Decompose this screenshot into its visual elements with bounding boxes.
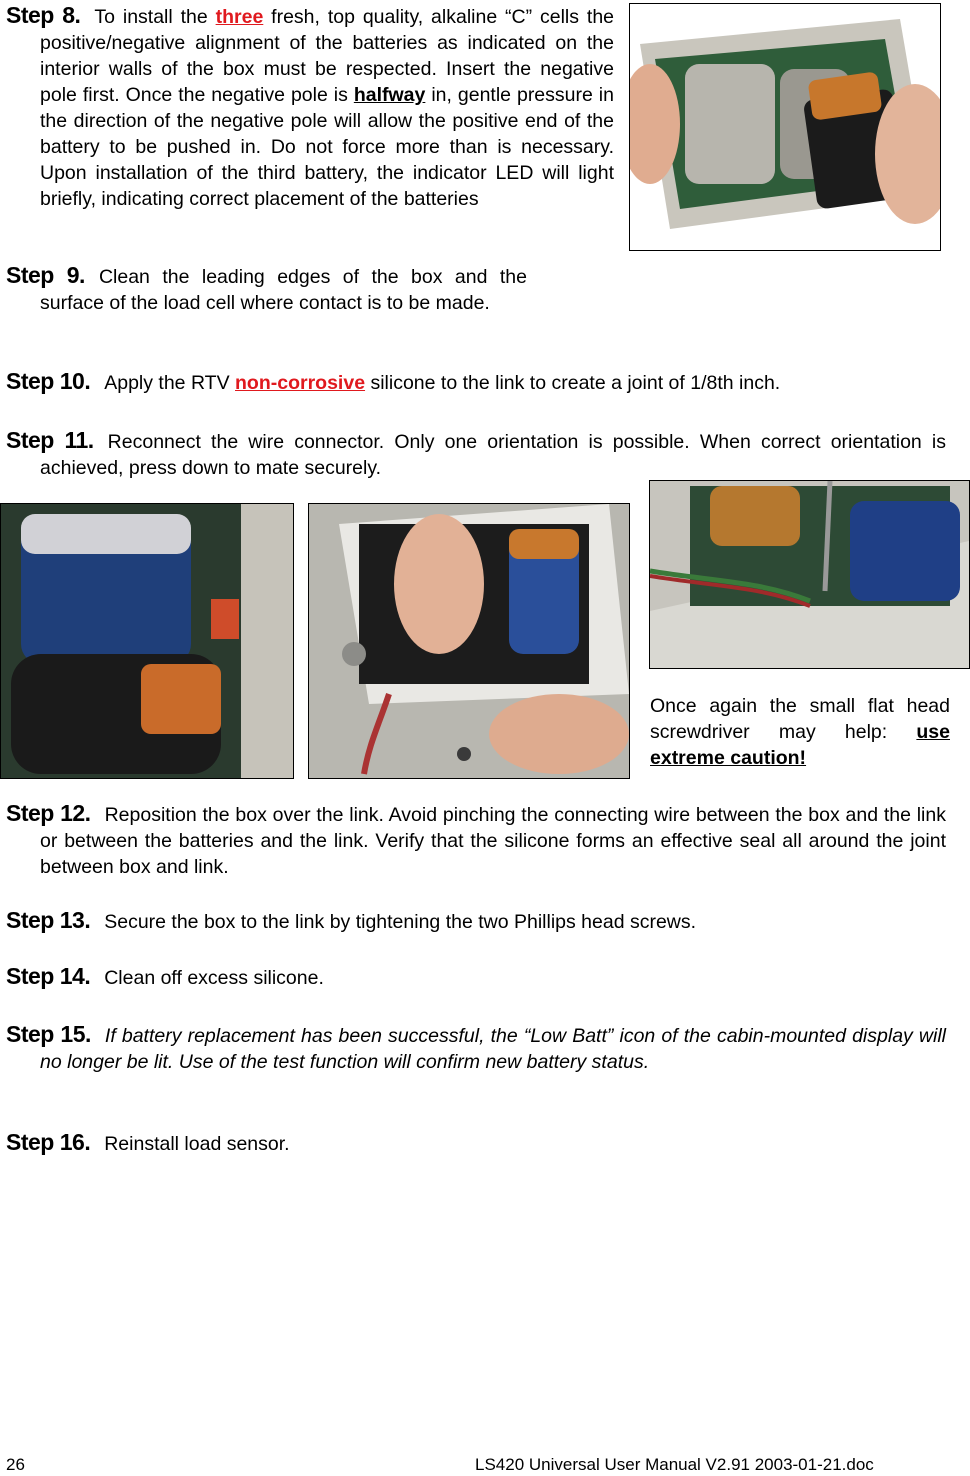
step-8: Step 8. To install the three fresh, top quality, alkaline “C” cells the positive/negative alignment of the batteries as indicated on the interior walls of the box must be respected. Insert the negative pole first. Once the negative pole is halfway in, gentle pressure in the direction of the negative pole will allow the positive end of the battery to be pushed in. Do not force more than is necessary. Upon installation of the third battery, the indicator LED will light briefly, indicating correct placement of the batteries [6, 2, 615, 210]
step-15: Step 15. If battery replacement has been successful, the “Low Batt” icon of the cabin-mounted display will no longer be lit. Use of the test function will confirm new battery status. [6, 1021, 946, 1073]
page-number: 26 [6, 1455, 25, 1474]
step-15-heading: Step 15. [6, 1021, 91, 1047]
step-11-heading: Step 11. [6, 427, 94, 453]
screwdriver-photo [649, 480, 970, 669]
step-9-heading: Step 9. [6, 262, 85, 288]
step-13: Step 13. Secure the box to the link by tightening the two Phillips head screws. [6, 907, 697, 933]
step-14: Step 14. Clean off excess silicone. [6, 963, 324, 989]
step-10: Step 10. Apply the RTV non-corrosive silicone to the link to create a joint of 1/8th inch. [6, 368, 781, 394]
step-13-heading: Step 13. [6, 907, 91, 933]
caution-text: use extreme caution! [650, 721, 950, 769]
document-name: LS420 Universal User Manual V2.91 2003-01-21.doc [475, 1455, 874, 1474]
screwdriver-caption: Once again the small flat head screwdriver may help: use extreme caution! [650, 695, 950, 769]
step-10-heading: Step 10. [6, 368, 91, 394]
step-16: Step 16. Reinstall load sensor. [6, 1129, 290, 1155]
connector-photo-1 [0, 503, 294, 779]
step-8-heading: Step 8. [6, 2, 81, 28]
step-8-emphasis: three [215, 6, 264, 28]
step-14-heading: Step 14. [6, 963, 91, 989]
step-9: Step 9. Clean the leading edges of the box and the surface of the load cell where contact is to be made. [6, 262, 527, 314]
step-12: Step 12. Reposition the box over the link. Avoid pinching the connecting wire between the box and the link or between the batteries and the link. Verify that the silicone forms an effective seal all around the joint between box and link. [6, 800, 946, 878]
connector-photo-2 [308, 503, 630, 779]
step-16-heading: Step 16. [6, 1129, 91, 1155]
battery-install-photo [629, 3, 941, 251]
step-11: Step 11. Reconnect the wire connector. Only one orientation is possible. When correct orientation is achieved, press down to mate securely. [6, 427, 946, 479]
step-10-emphasis: non-corrosive [235, 372, 366, 394]
step-12-heading: Step 12. [6, 800, 91, 826]
step-8-halfway: halfway [353, 84, 426, 106]
